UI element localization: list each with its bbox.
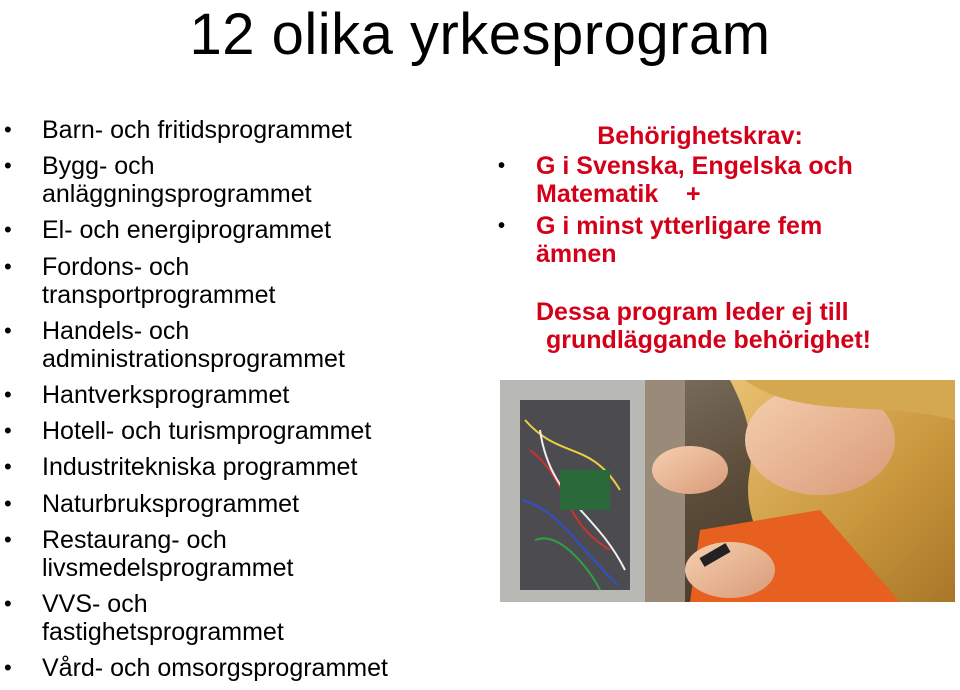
list-item: • Fordons- och transportprogrammet	[4, 252, 276, 309]
list-item: • Bygg- och anläggningsprogrammet	[4, 152, 312, 209]
list-item: • VVS- och fastighetsprogrammet	[4, 589, 284, 646]
list-item: • Restaurang- och livsmedelsprogrammet	[4, 525, 294, 582]
list-item: • Vård- och omsorgsprogrammet	[4, 654, 388, 683]
list-item: • Barn- och fritidsprogrammet	[4, 116, 352, 144]
program-list	[0, 116, 470, 690]
list-item: • Hantverksprogrammet	[4, 380, 290, 409]
requirements-heading: Behörighetskrav:	[597, 122, 803, 150]
list-item: • Naturbruksprogrammet	[4, 489, 300, 518]
list-item: • El- och energiprogrammet	[4, 216, 332, 245]
requirement-item: • G i Svenska, Engelska och Matematik +	[498, 152, 853, 208]
requirements-list	[490, 152, 950, 268]
list-item: • Handels- och administrationsprogrammet	[4, 316, 345, 373]
list-item: • Industritekniska programmet	[4, 453, 358, 482]
student-electronics-photo	[500, 380, 955, 602]
requirement-item: • G i minst ytterligare fem ämnen	[498, 212, 823, 268]
list-item: • Hotell- och turismprogrammet	[4, 417, 372, 446]
page-title: 12 olika yrkesprogram	[189, 2, 771, 67]
requirements-box	[490, 122, 950, 354]
photo-illustration	[500, 380, 955, 602]
requirements-note: Dessa program leder ej till grundläggande behörighet!	[536, 298, 871, 354]
